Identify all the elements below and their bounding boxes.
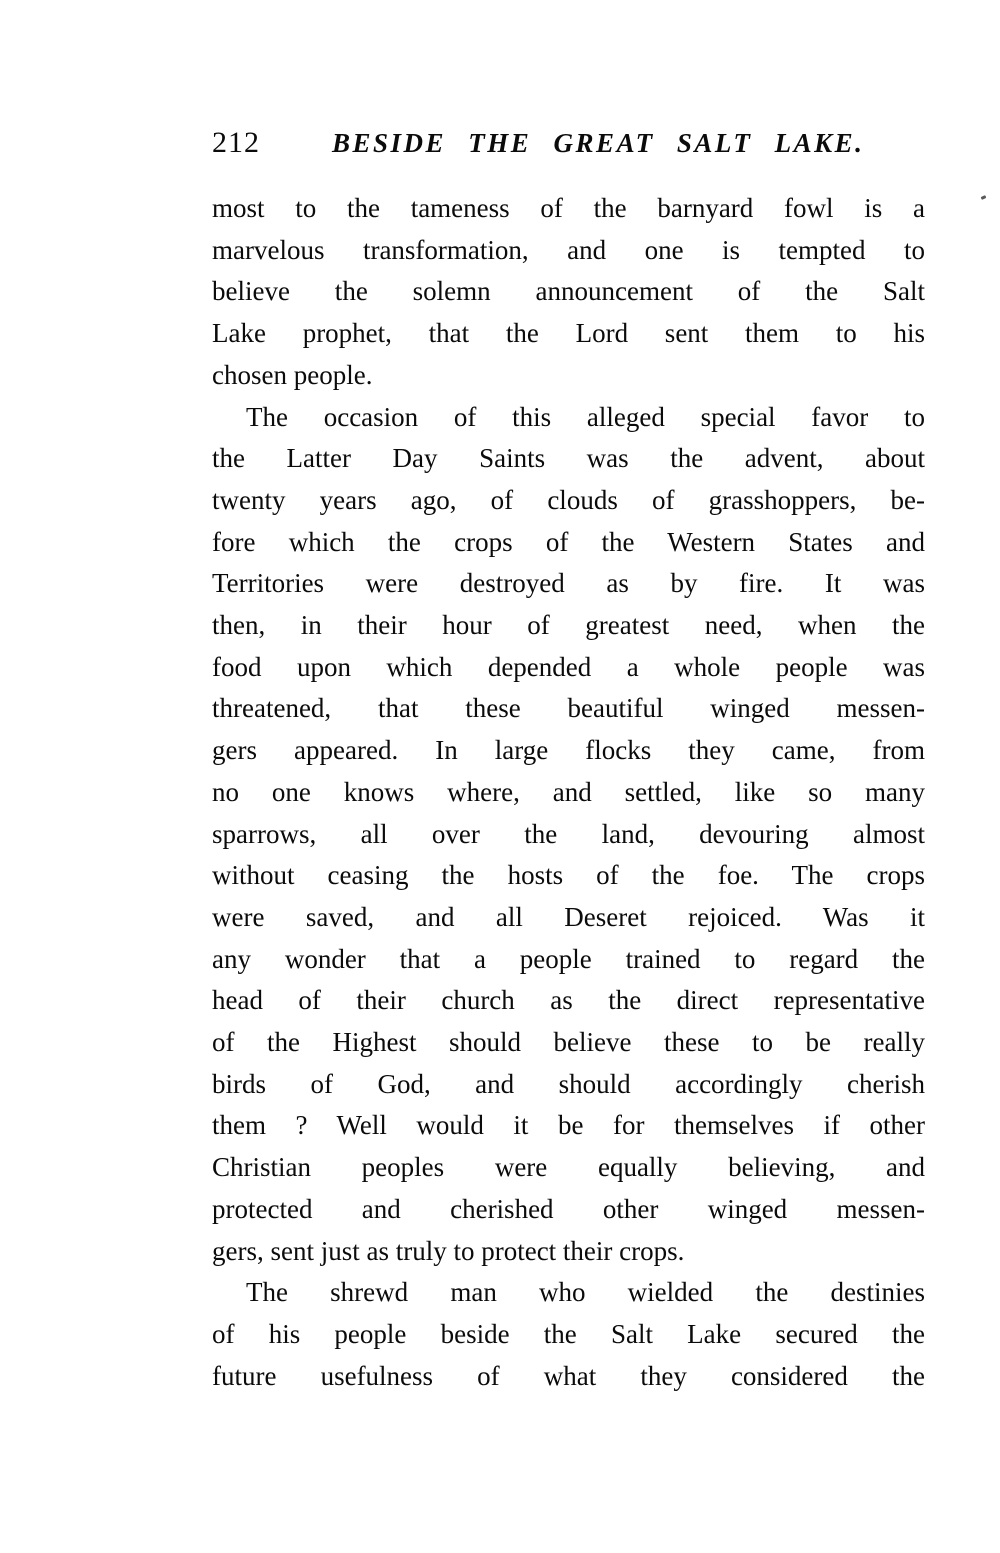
text-line: of the Highest should believe these to be really [212,1027,925,1058]
text-line: were saved, and all Deseret rejoiced. Was it [212,901,925,932]
text-line: any wonder that a people trained to regard the [212,943,925,974]
text-line: fore which the crops of the Western States and [212,526,925,557]
text-line: twenty years ago, of clouds of grasshoppers, be- [212,484,925,515]
text-line: food upon which depended a whole people was [212,651,925,682]
body-text [212,188,925,1397]
text-line: head of their church as the direct representative [212,985,925,1016]
text-line: marvelous transformation, and one is tempted to [212,234,925,265]
running-head [212,126,925,160]
text-line: threatened, that these beautiful winged messen- [212,693,925,724]
text-line: Lake prophet, that the Lord sent them to his [212,318,925,349]
text-line: future usefulness of what they considered the [212,1360,925,1391]
text-line: gers, sent just as truly to protect their crops. [212,1235,685,1266]
text-line: believe the solemn announcement of the Salt [212,276,925,307]
running-title: BESIDE THE GREAT SALT LAKE. [332,128,865,158]
text-line: Christian peoples were equally believing, and [212,1152,925,1183]
text-line: sparrows, all over the land, devouring almost [212,818,925,849]
text-line: chosen people. [212,359,373,390]
text-line: The occasion of this alleged special favor to [246,401,925,432]
text-line: birds of God, and should accordingly cherish [212,1068,925,1099]
text-line: most to the tameness of the barnyard fowl is a [212,193,925,223]
scan-artifact [981,195,987,200]
text-line: them ? Well would it be for themselves if other [212,1110,925,1141]
text-line: protected and cherished other winged messen- [212,1193,925,1224]
text-line: without ceasing the hosts of the foe. The crops [212,860,925,891]
text-line: The shrewd man who wielded the destinies [246,1277,925,1308]
text-line: then, in their hour of greatest need, when the [212,610,925,641]
text-line: gers appeared. In large flocks they came, from [212,735,925,766]
text-line: the Latter Day Saints was the advent, about [212,443,925,474]
page-number: 212 [212,126,260,159]
text-line: of his people beside the Salt Lake secured the [212,1318,925,1349]
text-line: no one knows where, and settled, like so many [212,776,925,807]
text-line: Territories were destroyed as by fire. It was [212,568,925,599]
